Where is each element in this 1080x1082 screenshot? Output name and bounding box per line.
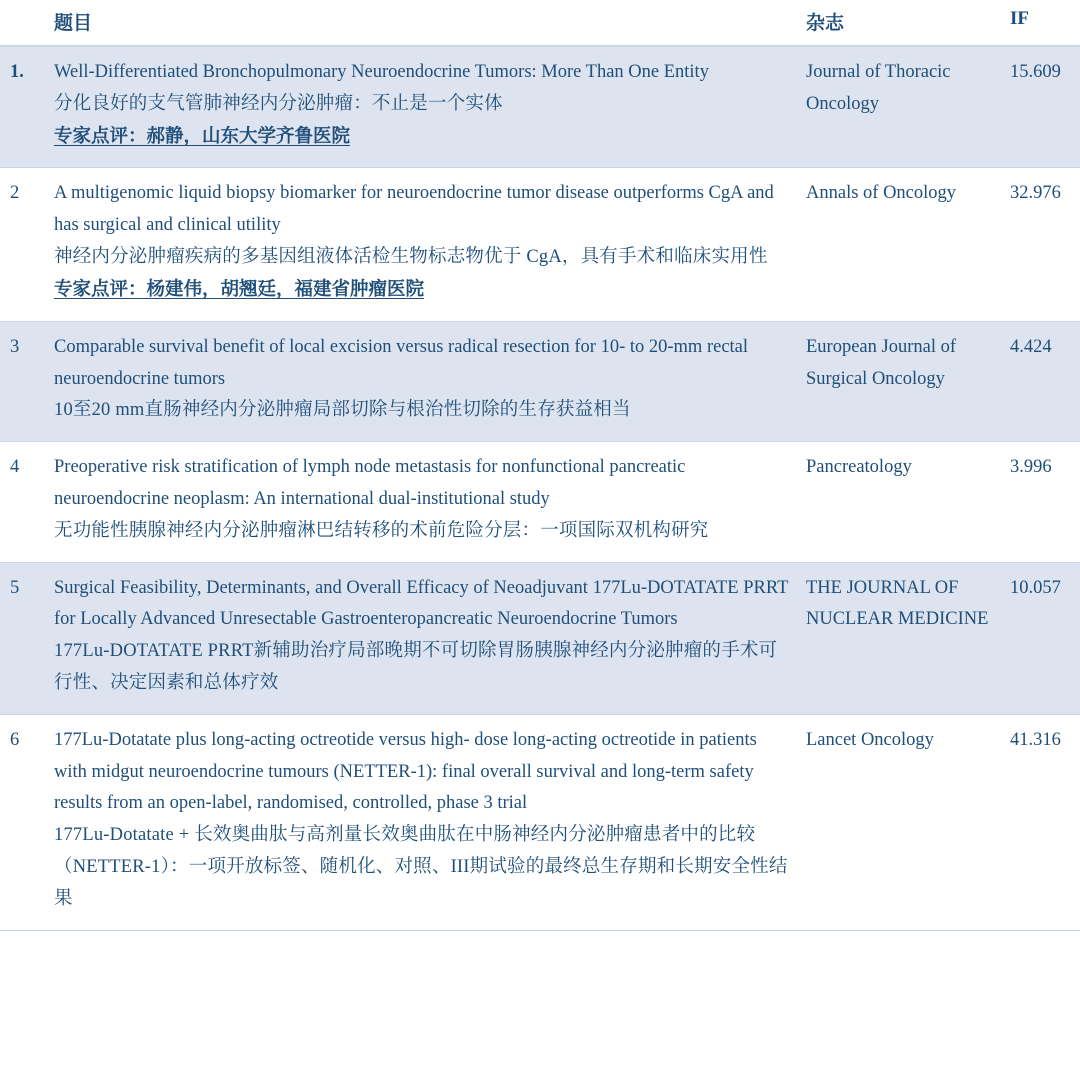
row-journal: THE JOURNAL OF NUCLEAR MEDICINE [798,562,1000,714]
title-english: Surgical Feasibility, Determinants, and Overall Efficacy of Neoadjuvant 177Lu-DOTATATE PRRT for Locally Advanced Unresectable Gastroenteropancreatic Neuroendocrine Tumors [54,577,789,630]
title-english: 177Lu-Dotatate plus long-acting octreotide versus high- dose long-acting octreotide in patients with midgut neuroendocrine tumours (NETTER-1): final overall survival and long-term safety results from an open-label, randomised, controlled, phase 3 trial [54,729,757,814]
table-row [0,442,1080,562]
title-english: A multigenomic liquid biopsy biomarker for neuroendocrine tumor disease outperforms CgA and has surgical and clinical utility [54,183,774,236]
table-row [0,714,1080,930]
title-chinese: 177Lu-DOTATATE PRRT新辅助治疗局部晚期不可切除胃肠胰腺神经内分泌肿瘤的手术可行性、决定因素和总体疗效 [54,641,778,693]
title-english: Well-Differentiated Bronchopulmonary Neuroendocrine Tumors: More Than One Entity [54,62,709,82]
table-header-row [0,0,1080,46]
column-header-journal: 杂志 [798,0,1000,46]
table-row [0,168,1080,321]
row-title [46,46,798,168]
row-if: 10.057 [1000,562,1080,714]
row-title [46,321,798,441]
expert-comment-link[interactable]: 专家点评：杨建伟，胡翘廷，福建省肿瘤医院 [54,279,425,300]
row-number: 6 [0,714,46,930]
title-chinese: 分化良好的支气管肺神经内分泌肿瘤：不止是一个实体 [54,93,503,114]
row-journal: European Journal of Surgical Oncology [798,321,1000,441]
title-chinese: 无功能性胰腺神经内分泌肿瘤淋巴结转移的术前危险分层：一项国际双机构研究 [54,520,709,541]
column-header-title: 题目 [46,0,798,46]
row-if: 4.424 [1000,321,1080,441]
row-if: 15.609 [1000,46,1080,168]
row-number [0,46,46,168]
row-number: 4 [0,442,46,562]
row-if: 32.976 [1000,168,1080,321]
row-journal: Journal of Thoracic Oncology [798,46,1000,168]
expert-comment-link[interactable]: 专家点评：郝静，山东大学齐鲁医院 [54,126,351,147]
row-journal: Pancreatology [798,442,1000,562]
row-journal: Lancet Oncology [798,714,1000,930]
row-number: 5 [0,562,46,714]
row-title [46,562,798,714]
table-row [0,562,1080,714]
row-number: 3 [0,321,46,441]
column-header-if: IF [1000,0,1080,46]
table-header [0,0,1080,46]
table-body [0,46,1080,930]
title-english: Preoperative risk stratification of lymph node metastasis for nonfunctional pancreatic neuroendocrine neoplasm: An international dual-institutional study [54,457,686,509]
table-row [0,46,1080,168]
row-title [46,714,798,930]
row-journal: Annals of Oncology [798,168,1000,321]
row-if: 3.996 [1000,442,1080,562]
title-chinese: 10至20 mm直肠神经内分泌肿瘤局部切除与根治性切除的生存获益相当 [54,400,631,421]
row-if: 41.316 [1000,714,1080,930]
row-number: 2 [0,168,46,321]
title-english: Comparable survival benefit of local excision versus radical resection for 10- to 20-mm rectal neuroendocrine tumors [54,336,749,389]
row-title [46,442,798,562]
title-chinese: 神经内分泌肿瘤疾病的多基因组液体活检生物标志物优于 CgA，具有手术和临床实用性 [54,247,768,268]
table-row [0,321,1080,441]
row-number-text: 1. [10,62,24,82]
title-chinese: 177Lu-Dotatate + 长效奥曲肽与高剂量长效奥曲肽在中肠神经内分泌肿瘤患者中的比较（NETTER-1）：一项开放标签、随机化、对照、III期试验的最终总生存期和长期安全性结果 [54,825,788,909]
row-title [46,168,798,321]
column-header-number [0,0,46,46]
